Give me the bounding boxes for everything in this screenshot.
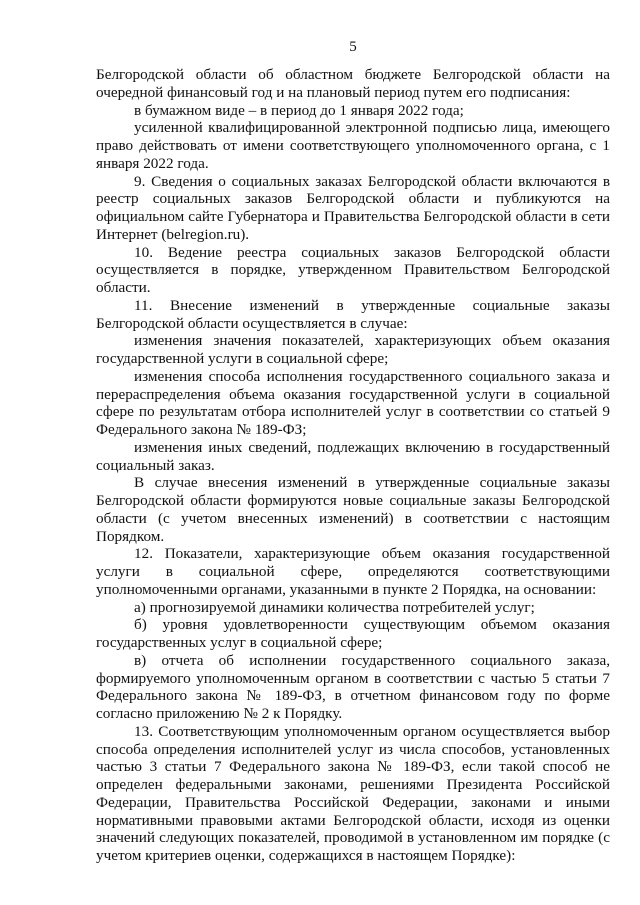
paragraph-13: 13. Соответствующим уполномоченным органом осуществляется выбор способа определения исполнителей услуг из числа способов, установленных частью 3 статьи 7 Федерального закона № 189-ФЗ, если такой способ не определен федеральными законами, решениями Президента Российской Федерации, Правительства Российской Федерации, законами и иными нормативными правовыми актами Белгородской области, исходя из оценки значений следующих показателей, проводимой в установленном им порядке (с учетом критериев оценки, содержащихся в настоящем Порядке): (96, 722, 610, 864)
paragraph-11-item-3: изменения иных сведений, подлежащих включению в государственный социальный заказ. (96, 438, 610, 474)
paragraph-12: 12. Показатели, характеризующие объем оказания государственной услуги в социальной сфере, определяются соответствующими уполномоченными органами, указанными в пункте 2 Порядка, на основании: (96, 545, 610, 598)
paragraph-12-item-a: а) прогнозируемой динамики количества потребителей услуг; (134, 598, 535, 616)
paragraph-paper-form: в бумажном виде – в период до 1 января 2022 года; (134, 101, 464, 119)
paragraph-electronic-signature: усиленной квалифицированной электронной подписью лица, имеющего право действовать от имени соответствующего уполномоченного органа, с 1 января 2022 года. (96, 119, 610, 172)
page-number: 5 (349, 39, 357, 55)
paragraph-10: 10. Ведение реестра социальных заказов Белгородской области осуществляется в порядке, утвержденном Правительством Белгородской области. (96, 243, 610, 296)
paragraph-9: 9. Сведения о социальных заказах Белгородской области включаются в реестр социальных заказов Белгородской области и публикуются на официальном сайте Губернатора и Правительства Белгородской области в сети Интернет (belregion.ru). (96, 172, 610, 243)
paragraph-intro-continuation: Белгородской области об областном бюджете Белгородской области на очередной финансовый год и на плановый период путем его подписания: (96, 66, 610, 101)
document-body (96, 66, 610, 865)
paragraph-12-item-b: б) уровня удовлетворенности существующим объемом оказания государственных услуг в социальной сфере; (96, 616, 610, 651)
paragraph-11-item-2: изменения способа исполнения государственного социального заказа и перераспределения объема оказания государственной услуги в социальной сфере по результатам отбора исполнителей услуг в соответствии со статьей 9 Федерального закона № 189-ФЗ; (96, 367, 610, 438)
paragraph-11-note: В случае внесения изменений в утвержденные социальные заказы Белгородской области формируются новые социальные заказы Белгородской области (с учетом внесенных изменений) в соответствии с настоящим Порядком. (96, 474, 610, 545)
paragraph-11-item-1: изменения значения показателей, характеризующих объем оказания государственной услуги в социальной сфере; (96, 332, 610, 367)
paragraph-11: 11. Внесение изменений в утвержденные социальные заказы Белгородской области осуществляется в случае: (96, 296, 610, 332)
paragraph-12-item-v: в) отчета об исполнении государственного социального заказа, формируемого уполномоченным органом в соответствии с частью 5 статьи 7 Федерального закона № 189-ФЗ, в отчетном финансовом году по форме согласно приложению № 2 к Порядку. (96, 651, 610, 722)
